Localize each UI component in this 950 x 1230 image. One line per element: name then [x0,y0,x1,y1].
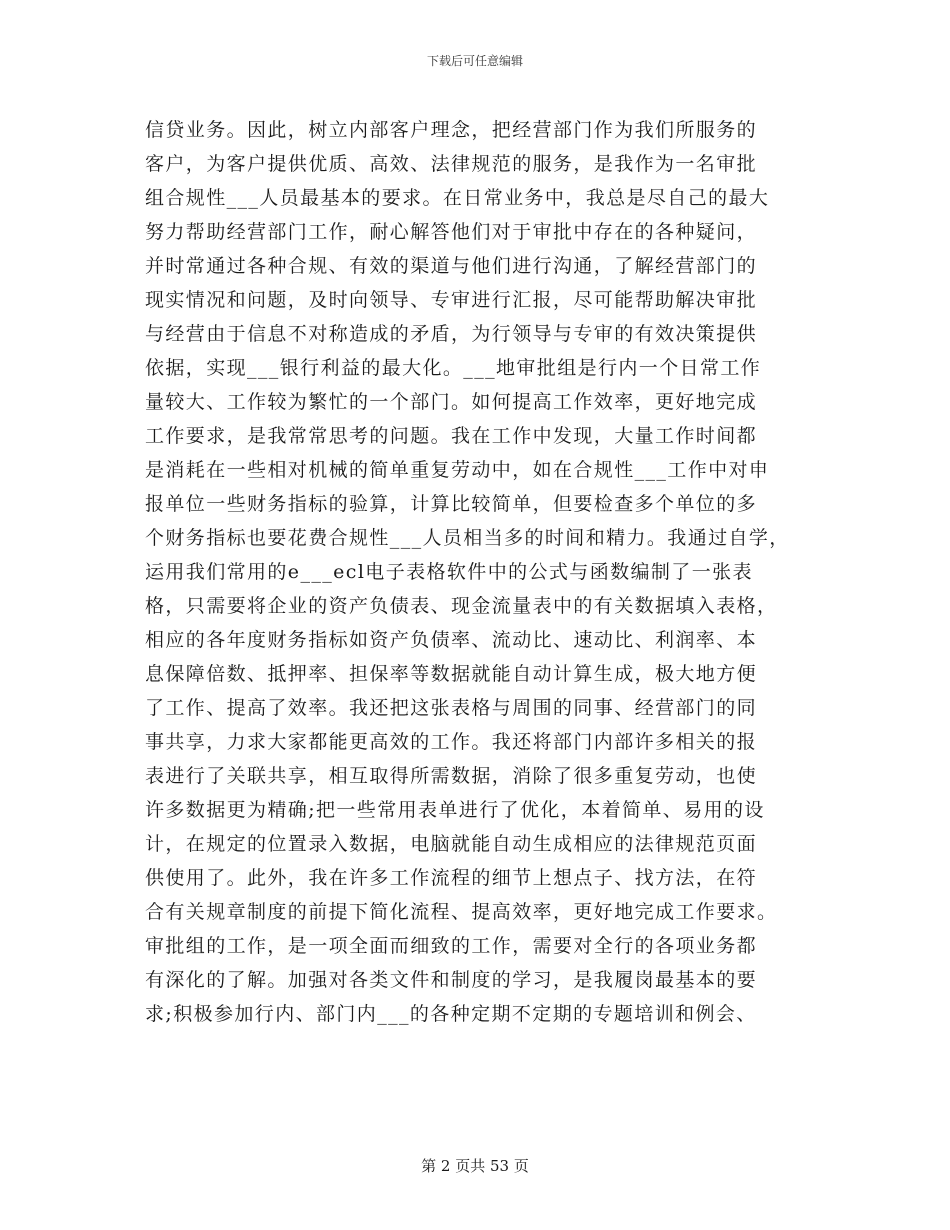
body-line: 客户，为客户提供优质、高效、法律规范的服务，是我作为一名审批 [145,153,758,175]
body-line: 个财务指标也要花费合规性___人员相当多的时间和精力。我通过自学， [145,527,790,549]
body-line: 相应的各年度财务指标如资产负债率、流动比、速动比、利润率、本 [145,629,758,651]
body-line: 运用我们常用的e___ecl电子表格软件中的公式与函数编制了一张表 [145,561,753,583]
body-line: 组合规性___人员最基本的要求。在日常业务中，我总是尽自己的最大 [145,187,770,209]
body-line: 工作要求，是我常常思考的问题。我在工作中发现，大量工作时间都 [145,425,758,447]
body-line: 格，只需要将企业的资产负债表、现金流量表中的有关数据填入表格， [145,595,778,617]
body-line: 现实情况和问题，及时向领导、专审进行汇报，尽可能帮助解决审批 [145,289,758,311]
body-line: 事共享，力求大家都能更高效的工作。我还将部门内部许多相关的报 [145,731,758,753]
body-line: 计，在规定的位置录入数据，电脑就能自动生成相应的法律规范页面 [145,833,758,855]
body-line: 供使用了。此外，我在许多工作流程的细节上想点子、找方法，在符 [145,867,758,889]
body-line: 合有关规章制度的前提下简化流程、提高效率，更好地完成工作要求。 [145,901,778,923]
body-line: 求;积极参加行内、部门内___的各种定期不定期的专题培训和例会、 [145,1003,757,1025]
body-line: 是消耗在一些相对机械的简单重复劳动中，如在合规性___工作中对申 [145,459,770,481]
body-line: 表进行了关联共享，相互取得所需数据，消除了很多重复劳动，也使 [145,765,758,787]
page-header: 下载后可任意编辑 [426,54,523,68]
body-line: 息保障倍数、抵押率、担保率等数据就能自动计算生成，极大地方便 [145,663,758,685]
body-line: 信贷业务。因此，树立内部客户理念，把经营部门作为我们所服务的 [145,119,758,141]
body-line: 审批组的工作，是一项全面而细致的工作，需要对全行的各项业务都 [145,935,758,957]
body-line: 有深化的了解。加强对各类文件和制度的学习，是我履岗最基本的要 [145,969,758,991]
page-number: 第 2 页共 53 页 [421,1157,529,1175]
body-line: 了工作、提高了效率。我还把这张表格与周围的同事、经营部门的同 [145,697,758,719]
document-body [145,113,815,1031]
body-line: 依据，实现___银行利益的最大化。___地审批组是行内一个日常工作 [145,357,762,379]
body-line: 努力帮助经营部门工作，耐心解答他们对于审批中存在的各种疑问， [145,221,758,243]
body-line: 与经营由于信息不对称造成的矛盾，为行领导与专审的有效决策提供 [145,323,758,345]
body-line: 量较大、工作较为繁忙的一个部门。如何提高工作效率，更好地完成 [145,391,758,413]
body-line: 许多数据更为精确;把一些常用表单进行了优化，本着简单、易用的设 [145,799,765,821]
body-line: 并时常通过各种合规、有效的渠道与他们进行沟通，了解经营部门的 [145,255,758,277]
body-line: 报单位一些财务指标的验算，计算比较简单，但要检查多个单位的多 [145,493,758,515]
